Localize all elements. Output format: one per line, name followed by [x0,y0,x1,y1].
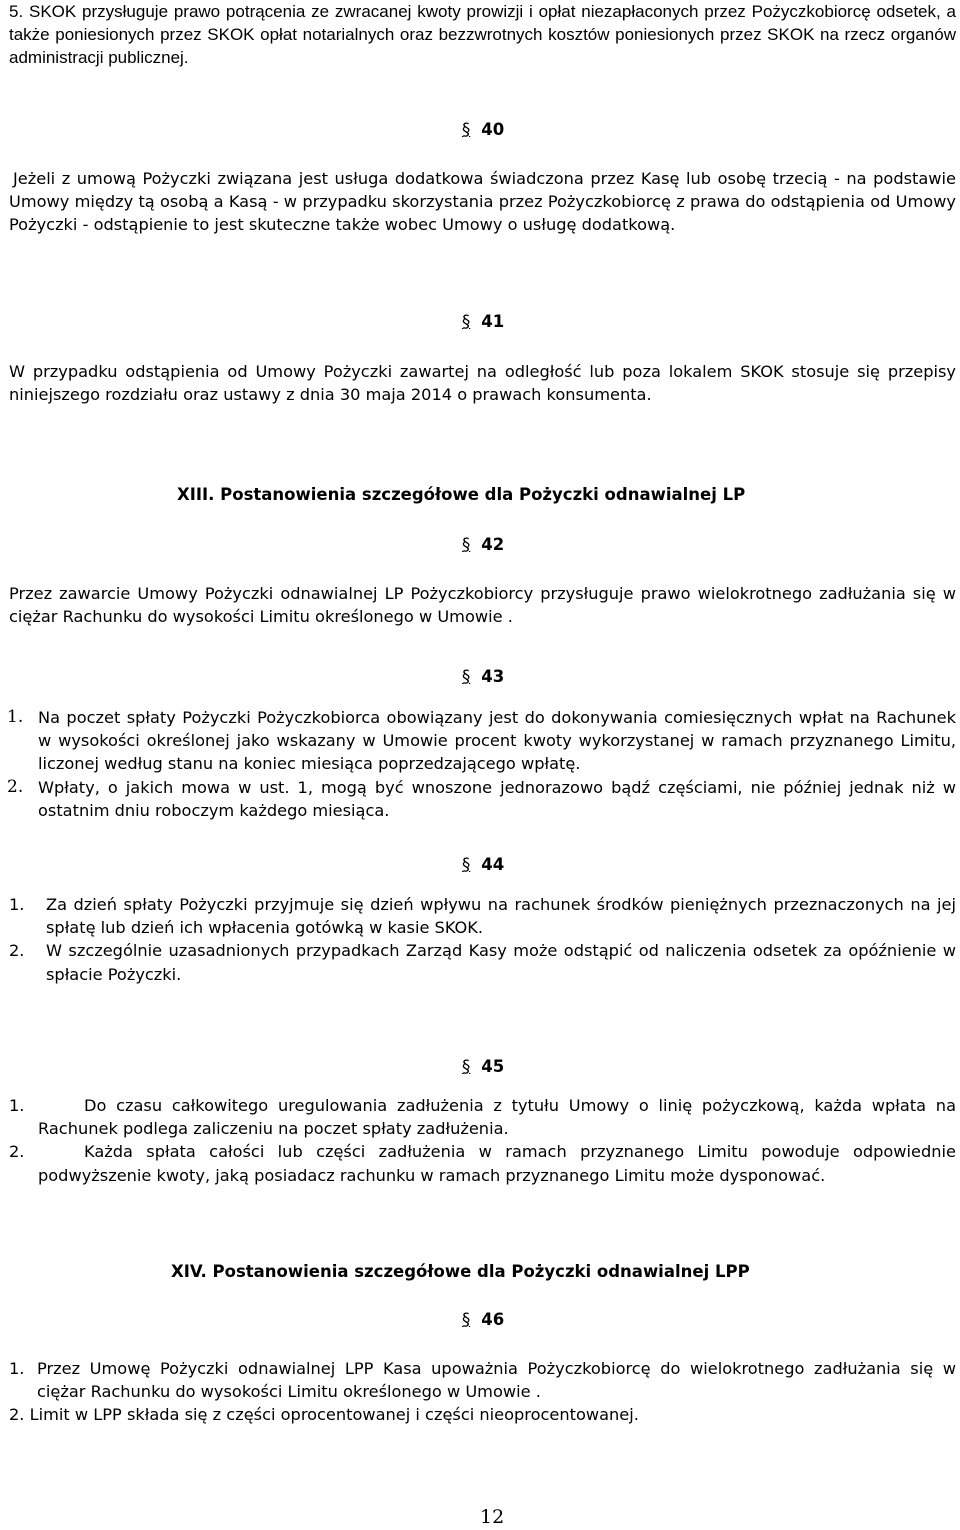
section-42-heading [462,535,504,555]
section-45-heading [462,1057,504,1077]
list-item-number: 1. [9,1096,25,1115]
list-item-number: 2. [9,1142,25,1162]
list-item-number: 1. [7,707,24,727]
section-symbol: § [462,667,471,686]
list-item-text: Na poczet spłaty Pożyczki Pożyczkobiorca obowiązany jest do dokonywania comiesięcznych wpłat na Rachunek w wysokości określonej jako wskazany w Umowie procent kwoty wykorzystanej w ramach przyznanego Limitu, liczonej według stanu na koniec miesiąca poprzedzającego wpłatę. [38,708,956,774]
section-46-list [9,1357,956,1427]
list-item-text: Każda spłata całości lub części zadłużenia w ramach przyznanego Limitu powoduje odpowiednie podwyższenie kwoty, jaką posiadacz rachunku w ramach przyznanego Limitu może dysponować. [38,1142,956,1185]
list-item [9,1357,956,1403]
section-number: 42 [481,535,505,554]
list-item-text: W szczególnie uzasadnionych przypadkach Zarząd Kasy może odstąpić od naliczenia odsetek za opóźnienie w spłacie Pożyczki. [46,941,956,984]
page-number: 12 [480,1506,505,1528]
list-item [9,1094,956,1140]
list-item-number: 2. [7,776,24,797]
section-43-list [7,706,956,822]
section-number: 40 [481,120,505,139]
chapter-14-title: XIV. Postanowienia szczegółowe dla Pożyczki odnawialnej LPP [171,1262,750,1281]
paragraph-5: 5. SKOK przysługuje prawo potrącenia ze zwracanej kwoty prowizji i opłat niezapłaconych przez Pożyczkobiorcę odsetek, a także poniesionych przez SKOK opłat notarialnych oraz bezzwrotnych kosztów poniesionych przez SKOK na rzecz organów administracji publicznej. [9,2,956,68]
section-symbol: § [462,855,471,874]
section-symbol: § [462,1310,471,1329]
list-item [9,939,956,985]
section-42-text: Przez zawarcie Umowy Pożyczki odnawialnej LP Pożyczkobiorcy przysługuje prawo wielokrotnego zadłużania się w ciężar Rachunku do wysokości Limitu określonego w Umowie . [9,584,956,627]
list-item-number: 1. [9,895,25,914]
section-symbol: § [462,120,471,139]
list-item [7,776,956,822]
section-43-heading [462,667,504,687]
section-41-heading [462,312,504,332]
list-item-number: 2. [9,1405,25,1425]
section-symbol: § [462,1057,471,1076]
list-item [9,893,956,939]
section-41-text: W przypadku odstąpienia od Umowy Pożyczki zawartej na odległość lub poza lokalem SKOK stosuje się przepisy niniejszego rozdziału oraz ustawy z dnia 30 maja 2014 o prawach konsumenta. [9,362,956,405]
section-symbol: § [462,535,471,554]
list-item-text: Za dzień spłaty Pożyczki przyjmuje się dzień wpływu na rachunek środków pieniężnych przeznaczonych na jej spłatę lub dzień ich wpłacenia gotówką w kasie SKOK. [46,895,956,938]
section-number: 46 [481,1310,505,1329]
section-44-list [9,893,956,986]
section-46-heading [462,1310,504,1330]
section-number: 41 [481,312,505,331]
list-item [9,1140,956,1186]
section-number: 45 [481,1057,505,1076]
list-item [9,1403,956,1426]
section-40-heading [462,120,504,140]
list-item-text: Wpłaty, o jakich mowa w ust. 1, mogą być wnoszone jednorazowo bądź częściami, nie później jednak niż w ostatnim dniu roboczym każdego miesiąca. [38,777,956,820]
section-symbol: § [462,312,471,331]
chapter-13-title: XIII. Postanowienia szczegółowe dla Pożyczki odnawialnej LP [177,485,746,504]
section-number: 44 [481,855,505,874]
list-item-text: Limit w LPP składa się z części oprocentowanej i części nieoprocentowanej. [29,1405,639,1425]
list-item-number: 1. [9,1359,25,1378]
section-40-text: Jeżeli z umową Pożyczki związana jest usługa dodatkowa świadczona przez Kasę lub osobę trzecią - na podstawie Umowy między tą osobą a Kasą - w przypadku skorzystania przez Pożyczkobiorcę z prawa do odstąpienia od Umowy Pożyczki - odstąpienie to jest skuteczne także wobec Umowy o usługę dodatkową. [9,169,956,235]
list-item-number: 2. [9,941,25,961]
section-number: 43 [481,667,505,686]
list-item [7,706,956,776]
section-44-heading [462,855,504,875]
section-45-list [9,1094,956,1187]
list-item-text: Do czasu całkowitego uregulowania zadłużenia z tytułu Umowy o linię pożyczkową, każda wpłata na Rachunek podlega zaliczeniu na poczet spłaty zadłużenia. [38,1096,956,1139]
list-item-text: Przez Umowę Pożyczki odnawialnej LPP Kasa upoważnia Pożyczkobiorcę do wielokrotnego zadłużania się w ciężar Rachunku do wysokości Limitu określonego w Umowie . [37,1359,956,1402]
